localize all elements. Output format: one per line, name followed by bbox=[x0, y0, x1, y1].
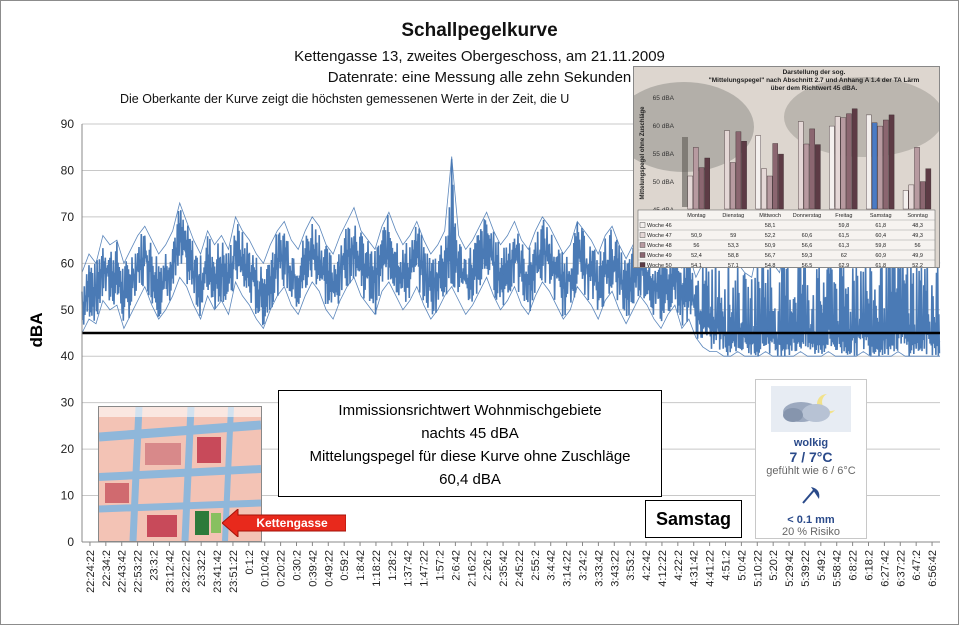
inset-bar bbox=[756, 136, 761, 209]
inset-cell-value: 61,3 bbox=[838, 243, 850, 249]
inset-day-label: Mittwoch bbox=[759, 213, 781, 219]
inset-cell-value: 61,8 bbox=[875, 223, 887, 229]
x-tick-label: 1:37:42 bbox=[402, 550, 415, 587]
y-tick-label: 0 bbox=[67, 535, 74, 549]
inset-day-label: Sonntag bbox=[907, 213, 928, 219]
inset-cell-value: 56,7 bbox=[764, 253, 776, 259]
inset-day-label: Dienstag bbox=[722, 213, 745, 219]
inset-bar bbox=[829, 126, 834, 209]
x-tick-label: 2:26:2 bbox=[482, 550, 495, 581]
x-tick-label: 6:47:2 bbox=[911, 550, 924, 581]
info-line-2: nachts 45 dBA bbox=[421, 425, 519, 442]
inset-cell-value: 56,5 bbox=[801, 263, 813, 267]
x-tick-label: 4:31:42 bbox=[688, 550, 701, 587]
inset-legend-swatch bbox=[640, 233, 645, 238]
inset-cell-value: 53,3 bbox=[727, 243, 739, 249]
inset-cell-value: 59,8 bbox=[838, 223, 850, 229]
weather-condition: wolkig bbox=[793, 437, 829, 449]
inset-cell-value: 59,8 bbox=[875, 243, 887, 249]
cloud-moon-icon bbox=[771, 386, 851, 432]
x-tick-label: 5:29:42 bbox=[784, 550, 797, 587]
y-tick-label: 80 bbox=[60, 163, 74, 178]
x-tick-label: 3:43:22 bbox=[609, 550, 622, 587]
location-arrow bbox=[222, 509, 346, 537]
x-axis-ticks bbox=[85, 542, 939, 593]
x-tick-label: 0:30:2 bbox=[291, 550, 304, 581]
inset-bar bbox=[889, 115, 894, 209]
inset-cell-value: 60,9 bbox=[875, 253, 887, 259]
x-tick-label: 23:32:2 bbox=[196, 550, 209, 587]
inset-legend-swatch bbox=[640, 253, 645, 258]
x-tick-label: 3:53:2 bbox=[625, 550, 638, 581]
inset-cell-value: 50,9 bbox=[764, 243, 776, 249]
inset-legend-swatch bbox=[640, 243, 645, 248]
inset-weekly-chart bbox=[633, 66, 940, 268]
x-tick-label: 5:39:22 bbox=[799, 550, 812, 587]
inset-bar bbox=[693, 147, 698, 209]
inset-row-label: Woche 47 bbox=[647, 233, 672, 239]
weather-temp: 7 / 7°C bbox=[789, 449, 833, 465]
x-tick-label: 0:20:22 bbox=[275, 550, 288, 587]
x-tick-label: 22:34:2 bbox=[100, 550, 113, 587]
info-line-3: Mittelungspegel für diese Kurve ohne Zuschläge bbox=[309, 448, 631, 465]
chart-subtitle-note: Die Oberkante der Kurve zeigt die höchsten gemessenen Werte in der Zeit, die U bbox=[120, 92, 570, 106]
x-tick-label: 0:10:42 bbox=[259, 550, 272, 587]
weather-risk: 20 % Risiko bbox=[781, 526, 841, 538]
inset-bar bbox=[688, 176, 693, 209]
weather-widget bbox=[755, 379, 867, 539]
inset-cell-value: 54,8 bbox=[764, 263, 776, 267]
inset-y-tick-label: 65 dBA bbox=[652, 95, 674, 102]
x-tick-label: 23:41:42 bbox=[212, 550, 225, 593]
inset-bar bbox=[835, 117, 840, 209]
weather-rain: < 0.1 mm bbox=[787, 514, 835, 526]
x-tick-label: 1:57:2 bbox=[434, 550, 447, 581]
inset-cell-value: 59,3 bbox=[801, 253, 813, 259]
y-axis-label: dBA bbox=[27, 312, 46, 348]
inset-title-2: "Mittelungspegel" nach Abschnitt 2.7 und Anhang A 1.4 der TA Lärm bbox=[708, 77, 920, 84]
x-tick-label: 0:59:2 bbox=[339, 550, 352, 581]
x-tick-label: 22:24:22 bbox=[84, 550, 97, 593]
x-tick-label: 0:1:2 bbox=[243, 550, 256, 575]
inset-bar bbox=[815, 145, 820, 209]
inset-bar bbox=[761, 169, 766, 209]
inset-cell-value: 52,2 bbox=[912, 263, 923, 267]
inset-cell-value: 48,3 bbox=[912, 223, 923, 229]
inset-y-tick-label: 50 dBA bbox=[652, 179, 674, 186]
inset-bar bbox=[778, 154, 783, 209]
inset-cell-value: 52,2 bbox=[764, 233, 776, 239]
inset-row-label: Woche 46 bbox=[647, 223, 672, 229]
x-tick-label: 3:33:42 bbox=[593, 550, 606, 587]
inset-day-label: Samstag bbox=[869, 213, 892, 219]
inset-bar bbox=[730, 163, 735, 210]
x-tick-label: 2:45:22 bbox=[513, 550, 526, 587]
inset-cell-value: 60,4 bbox=[875, 233, 887, 239]
x-tick-label: 23:51:22 bbox=[227, 550, 240, 593]
inset-cell-value: 59 bbox=[730, 233, 737, 239]
inset-bar bbox=[804, 144, 809, 209]
inset-y-axis-label: Mittelungspegel ohne Zuschläge bbox=[640, 106, 646, 200]
x-tick-label: 5:20:2 bbox=[768, 550, 781, 581]
inset-cell-value: 62 bbox=[840, 253, 847, 259]
x-tick-label: 1:8:42 bbox=[355, 550, 368, 581]
umbrella-icon bbox=[799, 483, 823, 507]
inset-row-label: Woche 50 bbox=[647, 263, 672, 267]
inset-cell-value: 60,6 bbox=[801, 233, 813, 239]
inset-bar bbox=[841, 118, 846, 209]
inset-cell-value: 58,8 bbox=[727, 253, 739, 259]
x-tick-label: 5:58:42 bbox=[831, 550, 844, 587]
inset-bar bbox=[705, 158, 710, 209]
x-tick-label: 2:35:42 bbox=[498, 550, 511, 587]
inset-bar bbox=[926, 169, 931, 209]
x-tick-label: 3:4:42 bbox=[545, 550, 558, 581]
info-line-1: Immissionsrichtwert Wohnmischgebiete bbox=[338, 402, 602, 419]
inset-legend-swatch bbox=[640, 263, 645, 268]
x-tick-label: 3:24:2 bbox=[577, 550, 590, 581]
x-tick-label: 23:22:22 bbox=[180, 550, 193, 593]
x-tick-label: 3:14:22 bbox=[561, 550, 574, 587]
inset-row-label: Woche 49 bbox=[647, 253, 672, 259]
inset-bar bbox=[736, 132, 741, 209]
x-tick-label: 4:51:2 bbox=[720, 550, 733, 581]
inset-title-3: über dem Richtwert 45 dBA. bbox=[770, 85, 858, 92]
inset-bars bbox=[634, 67, 939, 267]
chart-title: Schallpegelkurve bbox=[401, 20, 558, 41]
inset-bar bbox=[920, 182, 925, 209]
inset-y-tick-label: 55 dBA bbox=[652, 151, 674, 158]
inset-y-tick-label: 60 dBA bbox=[652, 123, 674, 130]
y-tick-label: 20 bbox=[60, 442, 74, 457]
y-tick-label: 30 bbox=[60, 395, 74, 410]
inset-bar bbox=[767, 176, 772, 209]
inset-cell-value: 52,4 bbox=[691, 253, 702, 259]
inset-cell-value: 57,1 bbox=[727, 263, 739, 267]
x-tick-label: 1:28:2 bbox=[386, 550, 399, 581]
location-arrow-label: Kettengasse bbox=[256, 516, 328, 530]
info-line-4: 60,4 dBA bbox=[439, 471, 501, 488]
inset-bar bbox=[915, 147, 920, 209]
y-tick-label: 70 bbox=[60, 209, 74, 224]
y-tick-label: 60 bbox=[60, 256, 74, 271]
y-tick-label: 40 bbox=[60, 349, 74, 364]
x-tick-label: 0:39:42 bbox=[307, 550, 320, 587]
inset-legend-swatch bbox=[640, 223, 645, 228]
inset-cell-value: 56 bbox=[693, 243, 700, 249]
x-tick-label: 0:49:22 bbox=[323, 550, 336, 587]
x-tick-label: 5:10:22 bbox=[752, 550, 765, 587]
x-tick-label: 23:12:42 bbox=[164, 550, 177, 593]
inset-day-label: Montag bbox=[687, 213, 706, 219]
y-tick-label: 10 bbox=[60, 488, 74, 503]
inset-bar bbox=[699, 168, 704, 209]
inset-row-label: Woche 48 bbox=[647, 243, 672, 249]
x-tick-label: 6:27:42 bbox=[879, 550, 892, 587]
x-tick-label: 22:43:42 bbox=[116, 550, 129, 593]
inset-bar bbox=[903, 191, 908, 210]
x-tick-label: 1:47:22 bbox=[418, 550, 431, 587]
x-tick-label: 5:49:2 bbox=[815, 550, 828, 581]
inset-bar bbox=[872, 123, 877, 209]
inset-cell-value: 61,8 bbox=[875, 263, 887, 267]
x-tick-label: 2:16:22 bbox=[466, 550, 479, 587]
inset-bar bbox=[909, 185, 914, 209]
x-tick-label: 23:3:2 bbox=[148, 550, 161, 581]
weather-felt: gefühlt wie 6 / 6°C bbox=[766, 465, 856, 477]
chart-subtitle-location: Kettengasse 13, zweites Obergeschoss, am 21.11.2009 bbox=[294, 48, 665, 65]
x-tick-label: 2:6:42 bbox=[450, 550, 463, 581]
inset-cell-value: 61,5 bbox=[838, 233, 850, 239]
inset-cell-value: 62,9 bbox=[838, 263, 850, 267]
x-tick-label: 5:0:42 bbox=[736, 550, 749, 581]
x-tick-label: 4:22:2 bbox=[672, 550, 685, 581]
inset-bar bbox=[810, 129, 815, 209]
x-tick-label: 6:18:2 bbox=[863, 550, 876, 581]
x-tick-label: 6:8:22 bbox=[847, 550, 860, 581]
inset-day-label: Freitag bbox=[835, 213, 853, 219]
x-tick-label: 4:41:22 bbox=[704, 550, 717, 587]
x-tick-label: 2:55:2 bbox=[529, 550, 542, 581]
inset-cell-value: 58,1 bbox=[764, 223, 776, 229]
day-label: Samstag bbox=[645, 500, 742, 538]
inset-title-1: Darstellung der sog. bbox=[782, 69, 846, 76]
inset-cell-value: 50,9 bbox=[691, 233, 702, 239]
inset-cell-value: 56 bbox=[914, 243, 921, 249]
y-tick-label: 50 bbox=[60, 302, 74, 317]
inset-cell-value: 56,6 bbox=[801, 243, 813, 249]
inset-cell-value: 54,1 bbox=[691, 263, 702, 267]
inset-bar bbox=[773, 144, 778, 210]
inset-bar bbox=[725, 131, 730, 209]
y-tick-label: 90 bbox=[60, 117, 74, 131]
inset-bar bbox=[742, 141, 747, 209]
inset-bar bbox=[798, 122, 803, 209]
inset-bar bbox=[866, 115, 871, 209]
chart-subtitle-datarate: Datenrate: eine Messung alle zehn Sekunden bbox=[327, 69, 632, 86]
x-tick-label: 22:53:22 bbox=[132, 550, 145, 593]
inset-bar bbox=[878, 126, 883, 209]
info-box bbox=[278, 390, 662, 497]
x-tick-label: 1:18:22 bbox=[370, 550, 383, 587]
x-tick-label: 4:2:42 bbox=[641, 550, 654, 581]
inset-bar bbox=[846, 114, 851, 209]
inset-day-label: Donnerstag bbox=[792, 213, 822, 219]
inset-bar bbox=[883, 120, 888, 209]
inset-cell-value: 49,3 bbox=[912, 233, 923, 239]
inset-cell-value: 49,9 bbox=[912, 253, 923, 259]
x-tick-label: 6:37:22 bbox=[895, 550, 908, 587]
y-axis-ticks bbox=[61, 117, 75, 549]
x-tick-label: 6:56:42 bbox=[927, 550, 940, 587]
x-tick-label: 4:12:22 bbox=[656, 550, 669, 587]
inset-bar bbox=[852, 109, 857, 209]
